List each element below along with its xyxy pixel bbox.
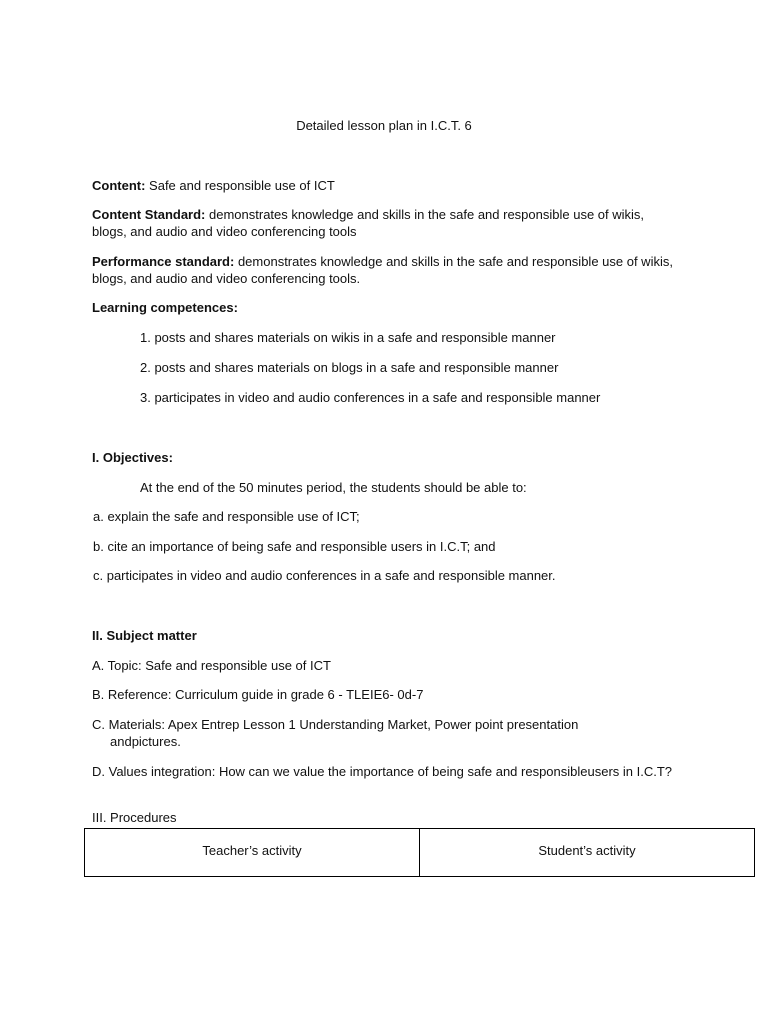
table-header-teacher: Teacher’s activity [202,843,302,858]
subject-item-b: B. Reference: Curriculum guide in grade 6 - TLEIE6- 0d-7 [92,687,424,702]
content-label: Content: [92,178,146,193]
performance-standard-line [92,253,682,287]
content-standard-text: demonstrates knowledge and skills in the safe and responsible use of wikis, blogs, and audio and video conferencing tools [92,207,645,239]
procedures-heading: III. Procedures [92,810,177,825]
competence-item-2: 2. posts and shares materials on blogs in a safe and responsible manner [140,360,559,375]
table-header-student: Student’s activity [419,829,754,876]
objective-item-b: b. cite an importance of being safe and responsible users in I.C.T; and [93,539,496,554]
content-standard-label: Content Standard: [92,207,206,222]
procedures-table [84,828,755,877]
content-standard-line [92,206,672,240]
subject-item-c: C. Materials: Apex Entrep Lesson 1 Understanding Market, Power point presentation andpictures. [92,717,579,749]
content-line [92,177,692,194]
objective-item-c: c. participates in video and audio conferences in a safe and responsible manner. [93,568,556,583]
objective-item-a: a. explain the safe and responsible use of ICT; [93,509,360,524]
objectives-intro: At the end of the 50 minutes period, the students should be able to: [140,480,527,495]
subject-matter-heading: II. Subject matter [92,628,197,643]
competence-item-1: 1. posts and shares materials on wikis in a safe and responsible manner [140,330,556,345]
content-text: Safe and responsible use of ICT [145,178,335,193]
document-title: Detailed lesson plan in I.C.T. 6 [296,118,472,133]
objectives-heading: I. Objectives: [92,450,173,465]
performance-standard-text: demonstrates knowledge and skills in the safe and responsible use of wikis, blogs, and audio and video conferencing tools. [92,254,673,286]
subject-item-d: D. Values integration: How can we value the importance of being safe and responsibleusers in I.C.T? [92,764,673,779]
performance-standard-label: Performance standard: [92,254,235,269]
subject-item-a: A. Topic: Safe and responsible use of ICT [92,658,331,673]
learning-competences-heading: Learning competences: [92,300,238,315]
competence-item-3: 3. participates in video and audio conferences in a safe and responsible manner [140,390,601,405]
